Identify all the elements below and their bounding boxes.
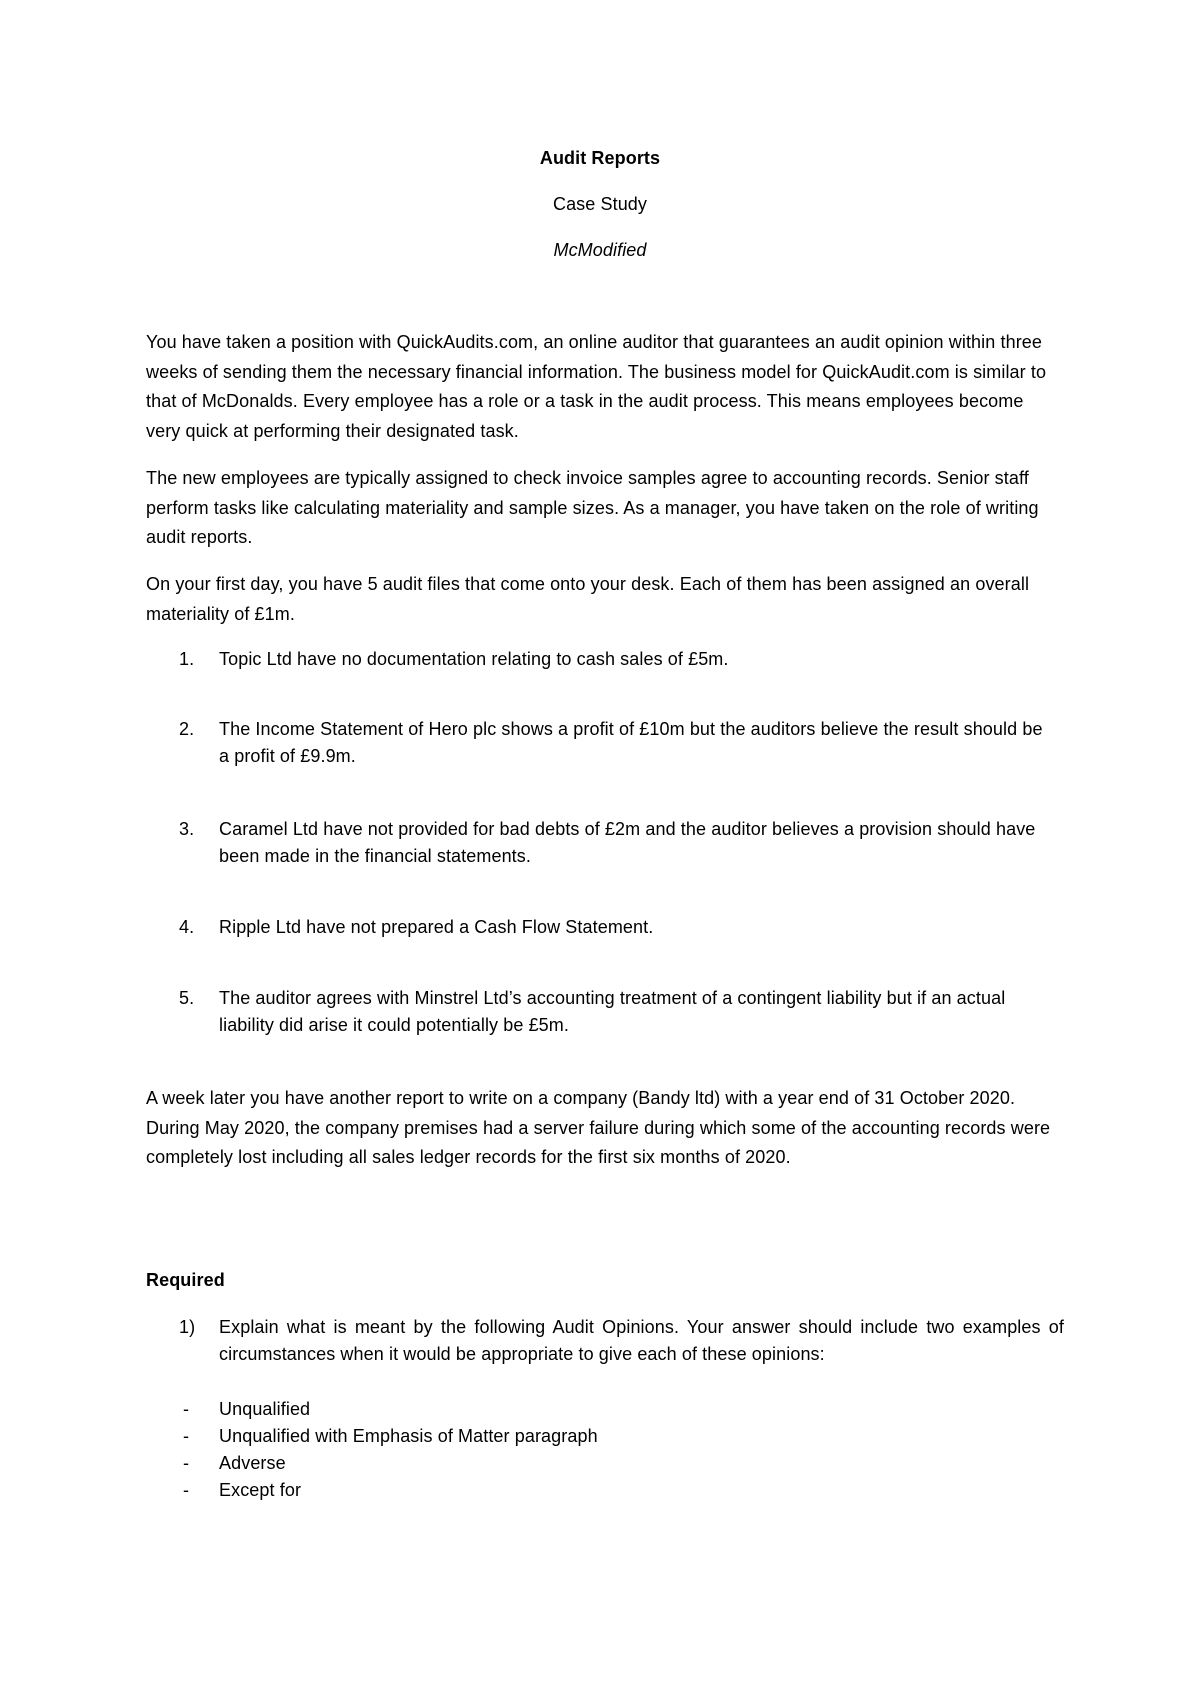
list-item-number: 3.	[179, 819, 195, 839]
document-title: Audit Reports	[539, 148, 661, 168]
list-item	[146, 985, 1056, 1039]
dash-bullet: -	[183, 1399, 190, 1419]
staff-paragraph: The new employees are typically assigned to check invoice samples agree to accounting records. Senior staff perform tasks like calculating materiality and sample sizes. As a manager, you have taken on the role of writing audit reports.	[146, 468, 1039, 547]
list-item-number: 2.	[179, 719, 195, 739]
company-name: McModified	[553, 240, 647, 260]
document-subtitle: Case Study	[552, 194, 648, 214]
list-item-text: The Income Statement of Hero plc shows a profit of £10m but the auditors believe the result should be a profit of £9.9m.	[219, 719, 1043, 766]
dash-bullet: -	[183, 1480, 190, 1500]
list-item	[146, 716, 1056, 770]
list-item	[146, 646, 1056, 673]
list-item-text: Ripple Ltd have not prepared a Cash Flow Statement.	[219, 917, 654, 937]
bandy-paragraph: A week later you have another report to write on a company (Bandy ltd) with a year end of 31 October 2020. During May 2020, the company premises had a server failure during which some of the accounting records were completely lost including all sales ledger records for the first six months of 2020.	[146, 1088, 1051, 1167]
opinion-text: Except for	[219, 1480, 302, 1500]
question-item	[146, 1314, 1064, 1368]
opinion-text: Adverse	[219, 1453, 286, 1473]
dash-bullet: -	[183, 1453, 190, 1473]
list-item-number: 5.	[179, 988, 195, 1008]
question-text: Explain what is meant by the following Audit Opinions. Your answer should include two examples of circumstances when it would be appropriate to give each of these opinions:	[219, 1317, 1064, 1364]
first-day-paragraph: On your first day, you have 5 audit files that come onto your desk. Each of them has been assigned an overall materiality of £1m.	[146, 574, 1030, 624]
dash-bullet: -	[183, 1426, 190, 1446]
required-heading: Required	[146, 1270, 225, 1290]
list-item-text: The auditor agrees with Minstrel Ltd’s accounting treatment of a contingent liability but if an actual liability did arise it could potentially be £5m.	[219, 988, 1006, 1035]
list-item-number: 4.	[179, 917, 195, 937]
list-item	[146, 914, 1056, 941]
list-item-text: Caramel Ltd have not provided for bad debts of £2m and the auditor believes a provision should have been made in the financial statements.	[219, 819, 1036, 866]
list-item-text: Topic Ltd have no documentation relating to cash sales of £5m.	[219, 649, 729, 669]
list-item	[146, 816, 1056, 870]
question-number: 1)	[179, 1317, 196, 1337]
opinion-text: Unqualified	[219, 1399, 311, 1419]
list-item-number: 1.	[179, 649, 195, 669]
intro-paragraph: You have taken a position with QuickAudits.com, an online auditor that guarantees an audit opinion within three weeks of sending them the necessary financial information. The business model for QuickAudit.com is similar to that of McDonalds. Every employee has a role or a task in the audit process. This means employees become very quick at performing their designated task.	[146, 332, 1047, 441]
opinion-text: Unqualified with Emphasis of Matter paragraph	[219, 1426, 598, 1446]
